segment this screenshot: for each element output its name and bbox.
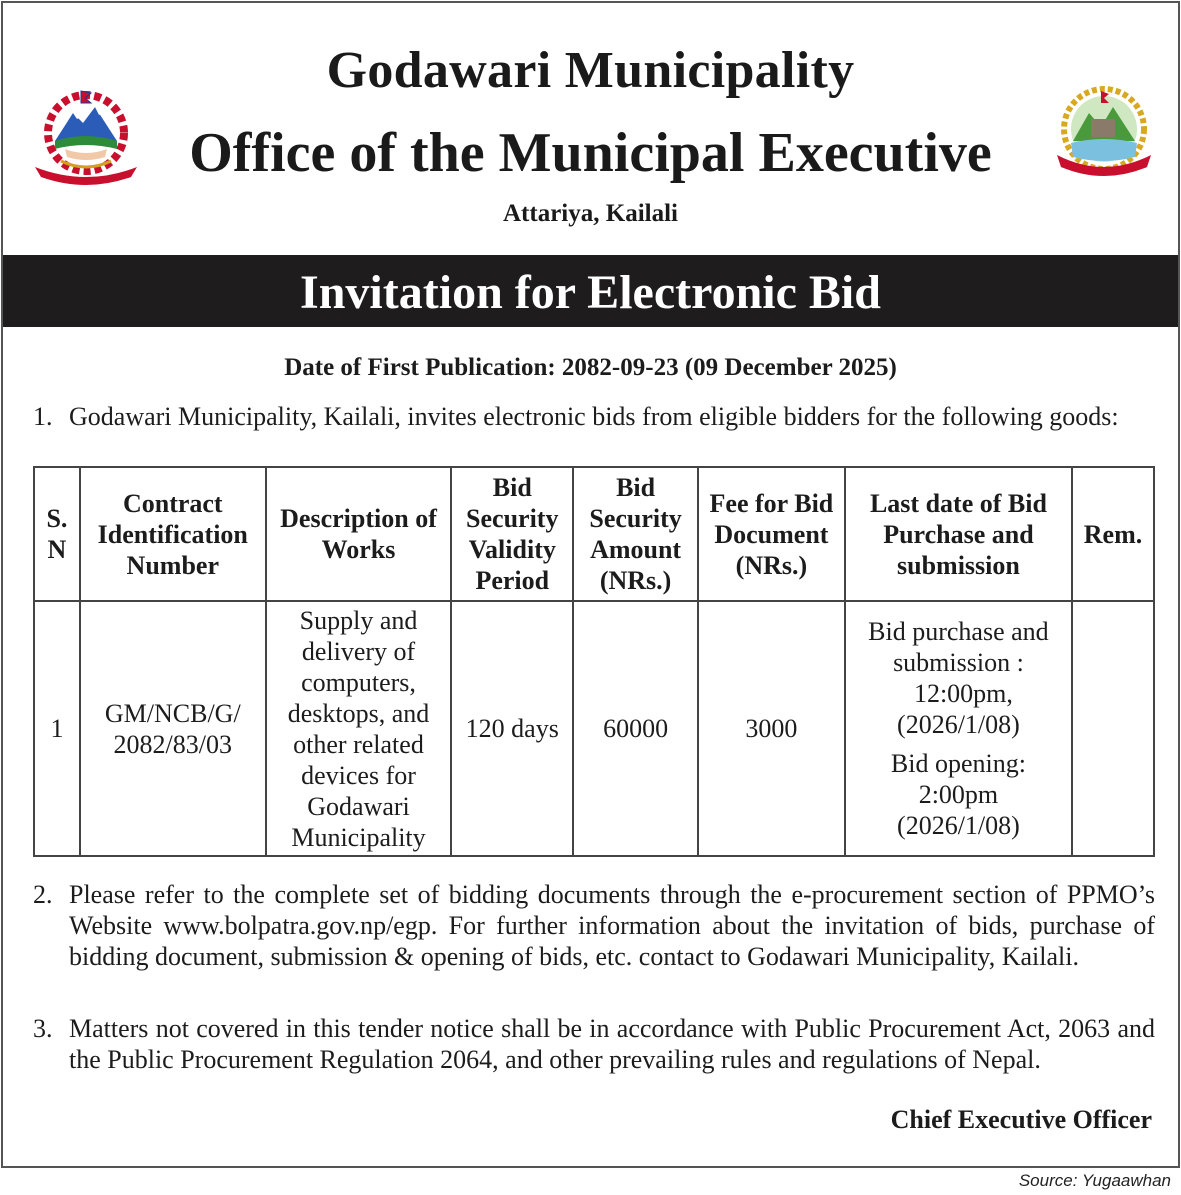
- source-credit: Source: Yugaawhan: [1018, 1171, 1171, 1190]
- paragraph-3: [33, 1013, 1155, 1075]
- opening-label: Bid opening:: [890, 749, 1026, 778]
- col-header-validity: Bid Security Validity Period: [451, 467, 573, 601]
- col-header-sn: S. N: [34, 467, 80, 601]
- cell-description: Supply and delivery of computers, desktops, and other related devices for Godawari Municipality: [266, 601, 452, 856]
- paragraph-1: [33, 401, 1155, 432]
- col-header-last-date: Last date of Bid Purchase and submission: [845, 467, 1072, 601]
- notice-header: [3, 3, 1178, 253]
- office-title: Office of the Municipal Executive: [189, 122, 992, 184]
- paragraph-text: Matters not covered in this tender notice shall be in accordance with Public Procurement Act, 2063 and the Public Procurement Regulation 2064, and other prevailing rules and regulations of Nepal.: [69, 1014, 1155, 1074]
- cell-security-amount: 60000: [573, 601, 698, 856]
- bid-table: [33, 466, 1155, 857]
- notice-heading-banner: Invitation for Electronic Bid: [3, 255, 1178, 327]
- col-header-security-amount: Bid Security Amount (NRs.): [573, 467, 698, 601]
- col-header-description: Description of Works: [266, 467, 452, 601]
- opening-time: 2:00pm: [918, 780, 999, 809]
- paragraph-2: [33, 879, 1155, 972]
- cell-last-date: [845, 601, 1072, 856]
- cell-remarks: [1072, 601, 1154, 856]
- cell-validity: 120 days: [451, 601, 573, 856]
- paragraph-text: Godawari Municipality, Kailali, invites electronic bids from eligible bidders for the following goods:: [69, 402, 1119, 431]
- cell-sn: 1: [34, 601, 80, 856]
- cell-contract-id: GM/NCB/G/ 2082/83/03: [80, 601, 266, 856]
- cell-document-fee: 3000: [698, 601, 845, 856]
- tender-notice: [1, 1, 1180, 1168]
- purchase-date: (2026/1/08): [897, 710, 1020, 739]
- table-row: [34, 601, 1154, 856]
- office-address: Attariya, Kailali: [503, 200, 678, 227]
- table-header-row: [34, 467, 1154, 601]
- col-header-contract-id: Contract Identification Number: [80, 467, 266, 601]
- purchase-time: 12:00pm,: [913, 679, 1013, 708]
- municipality-title: Godawari Municipality: [326, 42, 855, 99]
- municipality-logo-icon: [1051, 85, 1157, 181]
- paragraph-number: 1.: [33, 402, 53, 431]
- paragraph-text: Please refer to the complete set of bidding documents through the e-procurement section of PPMO’s Website www.bolpatra.gov.np/egp. For further information about the invitation of bids, purchase of bidding document, submission & opening of bids, etc. contact to Godawari Municipality, Kailali.: [69, 880, 1155, 971]
- col-header-remarks: Rem.: [1072, 467, 1154, 601]
- signatory: Chief Executive Officer: [890, 1105, 1152, 1134]
- opening-date: (2026/1/08): [897, 811, 1020, 840]
- paragraph-number: 2.: [33, 880, 53, 909]
- col-header-document-fee: Fee for Bid Document (NRs.): [698, 467, 845, 601]
- paragraph-number: 3.: [33, 1014, 53, 1043]
- publication-date: Date of First Publication: 2082-09-23 (09 December 2025): [284, 354, 897, 381]
- purchase-label: Bid purchase and submission :: [868, 617, 1049, 677]
